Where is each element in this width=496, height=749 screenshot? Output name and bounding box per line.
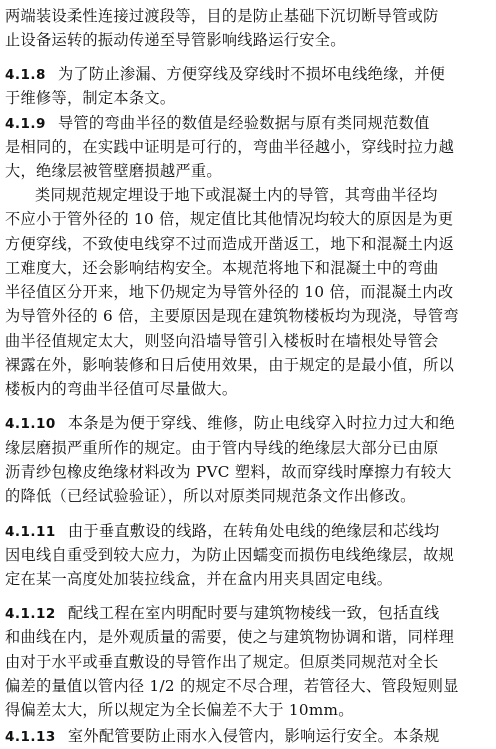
line-text: 沥青纱包橡皮绝缘材料改为 PVC 塑料，故而穿线时摩擦力有较大 [5, 463, 452, 481]
text-line [5, 567, 491, 591]
line-text: 室外配管要防止雨水入侵管内，影响运行安全。本条规 [67, 727, 440, 745]
text-line [5, 436, 491, 460]
clause-line [5, 111, 491, 135]
line-text: 止设备运转的振动传递至导管影响线路运行安全。 [5, 31, 346, 49]
text-line [5, 207, 491, 231]
line-text: 两端装设柔性连接过渡段等，目的是防止基础下沉切断导管或防 [5, 7, 439, 25]
text-line [5, 256, 491, 280]
text-line [5, 280, 491, 304]
line-text: 类同规范规定埋设于地下或混凝土内的导管，其弯曲半径均 [35, 186, 438, 204]
clause-line [5, 601, 491, 625]
text-line [5, 698, 491, 722]
line-text: 于维修等，制定本条文。 [5, 89, 176, 107]
text-line [5, 159, 491, 183]
text-line [5, 86, 491, 110]
line-text: 不应小于管外径的 10 倍，规定值比其他情况均较大的原因是为更 [5, 210, 454, 228]
line-text: 偏差的量值以管内径 1/2 的规定不尽合理，若管径大、管段短则显 [5, 677, 459, 695]
clause-number: 4.1.8 [5, 67, 46, 83]
line-text: 工难度大，还会影响结构安全。本规范将地下和混凝土中的弯曲 [5, 259, 439, 277]
line-text: 由对于水平或垂直敷设的导管作出了规定。但原类同规范对全长 [5, 653, 439, 671]
clause-number: 4.1.12 [5, 606, 56, 622]
text-line [5, 135, 491, 159]
line-text: 楼板内的弯曲半径值可尽量做大。 [5, 380, 238, 398]
clause-line [5, 62, 491, 86]
text-line [5, 28, 491, 52]
text-line [5, 377, 491, 401]
line-text: 因电线自重受到较大应力，为防止因蠕变而损伤电线绝缘层，故规 [5, 546, 455, 564]
line-text: 是相同的，在实践中证明是可行的，弯曲半径越小，穿线时拉力越 [5, 138, 455, 156]
text-line [5, 232, 491, 256]
text-line [5, 674, 491, 698]
text-line [5, 353, 491, 377]
line-text: 缘层磨损严重所作的规定。由于管内导线的绝缘层大部分已由原 [5, 439, 439, 457]
text-line [5, 183, 496, 207]
line-text: 本条是为便于穿线、维修，防止电线穿入时拉力过大和绝 [67, 414, 456, 432]
clause-number: 4.1.10 [5, 416, 56, 432]
line-text: 曲半径值规定太大，则竖向沿墙导管引入楼板时在墙根处导管会 [5, 332, 439, 350]
clause-number: 4.1.9 [5, 116, 46, 132]
line-text: 和曲线在内，是外观质量的需要，使之与建筑物协调和谐，同样理 [5, 628, 455, 646]
text-line [5, 304, 491, 328]
line-text: 半径值区分开来，地下仍规定为导管外径的 10 倍，而混凝土内改 [5, 283, 454, 301]
text-line [5, 4, 491, 28]
text-line [5, 625, 491, 649]
clause-line [5, 724, 491, 748]
line-text: 方便穿线，不致使电线穿不过而造成开凿返工，地下和混凝土内返 [5, 235, 455, 253]
line-text: 裸露在外，影响装修和日后使用效果，由于规定的是最小值，所以 [5, 356, 455, 374]
line-text: 导管的弯曲半径的数值是经验数据与原有类同规范数值 [57, 114, 430, 132]
text-line [5, 650, 491, 674]
line-text: 由于垂直敷设的线路，在转角处电线的绝缘层和芯线均 [67, 522, 440, 540]
line-text: 配线工程在室内明配时要与建筑物棱线一致，包括直线 [67, 604, 440, 622]
line-text: 为导管外径的 6 倍，主要原因是现在建筑物楼板均为现浇，导管弯 [5, 307, 459, 325]
line-text: 得偏差太大，所以规定为全长偏差不大于 10mm。 [5, 701, 354, 719]
text-line [5, 460, 491, 484]
line-text: 的降低（已经试验验证），所以对原类同规范条文作出修改。 [5, 487, 416, 505]
clause-line [5, 411, 491, 435]
clause-line [5, 519, 491, 543]
line-text: 定在某一高度处加装拉线盒，并在盒内用夹具固定电线。 [5, 570, 393, 588]
text-line [5, 329, 491, 353]
clause-number: 4.1.13 [5, 729, 56, 745]
text-line [5, 543, 491, 567]
text-line [5, 484, 491, 508]
clause-number: 4.1.11 [5, 524, 56, 540]
line-text: 为了防止渗漏、方便穿线及穿线时不损坏电线绝缘，并便 [57, 65, 446, 83]
line-text: 大，绝缘层被管壁磨损越严重。 [5, 162, 222, 180]
